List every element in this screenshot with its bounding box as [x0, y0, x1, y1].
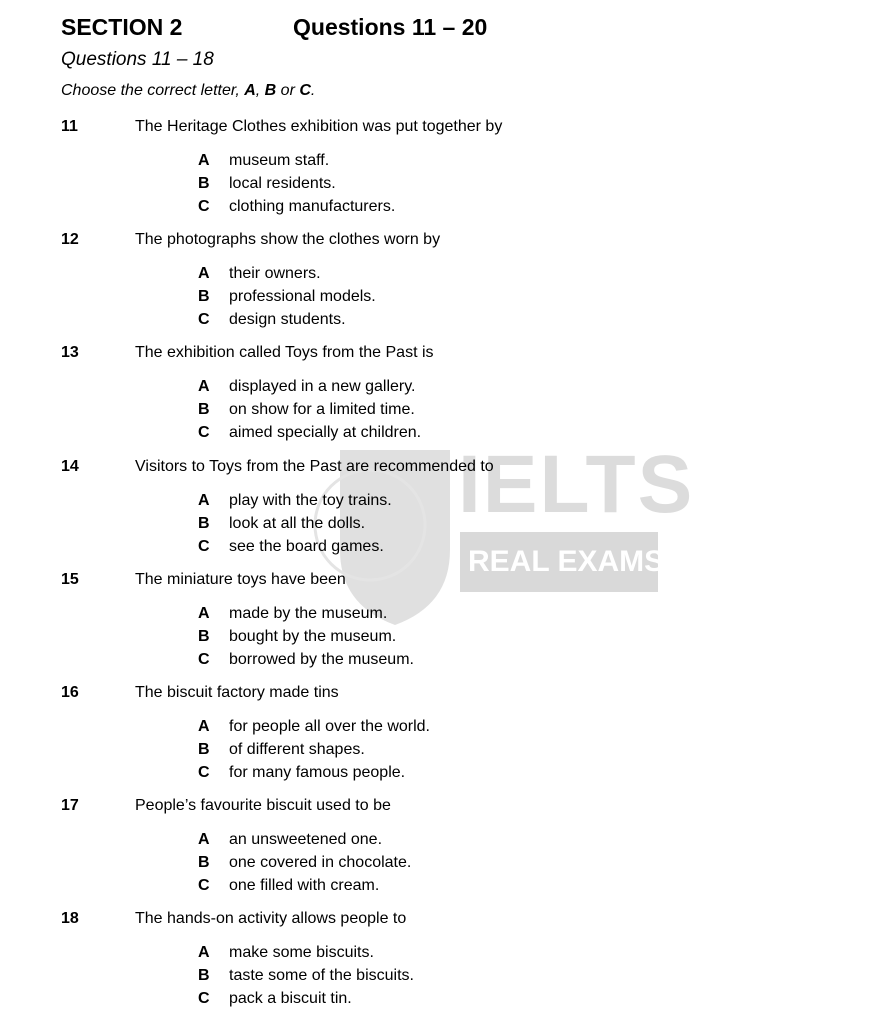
question-text: People’s favourite biscuit used to be [135, 797, 391, 815]
option-letter: A [198, 152, 210, 169]
question-number: 18 [61, 910, 79, 928]
question-text: The Heritage Clothes exhibition was put together by [135, 118, 503, 135]
option-letter: C [198, 424, 210, 442]
section-title: SECTION 2 [61, 14, 183, 40]
option-text: look at all the dolls. [229, 514, 366, 532]
option-text: for many famous people. [229, 764, 406, 781]
question-item [0, 231, 887, 341]
question-text: The miniature toys have been [135, 570, 346, 588]
option-letter: C [198, 650, 210, 668]
question-number: 11 [61, 118, 78, 135]
option-letter: B [198, 514, 210, 532]
question-item [0, 344, 887, 454]
question-item [0, 118, 887, 228]
instruction-part: or [276, 82, 300, 99]
question-item [0, 684, 887, 794]
question-item [0, 571, 887, 681]
option-text: make some biscuits. [229, 944, 374, 962]
question-number: 16 [61, 684, 79, 701]
option-letter: B [198, 741, 210, 758]
option-text: museum staff. [229, 152, 330, 169]
option-letter: C [198, 877, 210, 895]
option-text: borrowed by the museum. [229, 650, 414, 668]
option-text: bought by the museum. [229, 627, 397, 645]
option-text: displayed in a new gallery. [229, 378, 416, 396]
question-group-heading: Questions 11 – 18 [61, 49, 214, 70]
option-letter: A [198, 718, 210, 735]
option-letter: A [198, 604, 210, 622]
option-text: one covered in chocolate. [229, 854, 412, 872]
instruction-letter-b: B [264, 82, 277, 99]
instruction-part: . [310, 82, 316, 99]
option-text: on show for a limited time. [229, 401, 415, 419]
question-item [0, 458, 887, 568]
option-letter: A [198, 265, 210, 283]
question-number: 13 [61, 344, 79, 362]
option-text: their owners. [229, 265, 321, 283]
question-item [0, 910, 887, 1020]
instruction-text [61, 82, 315, 100]
option-text: made by the museum. [229, 604, 388, 622]
option-text: local residents. [229, 175, 336, 192]
option-text: see the board games. [229, 537, 384, 555]
option-letter: C [198, 764, 210, 781]
question-number: 12 [61, 231, 79, 249]
option-letter: B [198, 175, 210, 192]
option-letter: A [198, 944, 210, 962]
option-text: one filled with cream. [229, 877, 380, 895]
option-text: of different shapes. [229, 741, 365, 758]
option-letter: B [198, 967, 210, 985]
option-text: design students. [229, 311, 346, 329]
section-question-range: Questions 11 – 20 [293, 14, 488, 40]
option-letter: C [198, 537, 210, 555]
option-text: clothing manufacturers. [229, 198, 396, 215]
watermark-word: IELTS [458, 439, 695, 530]
question-number: 15 [61, 570, 79, 588]
instruction-part: Choose the correct letter, [61, 82, 245, 99]
option-letter: C [198, 198, 210, 215]
option-letter: B [198, 854, 210, 872]
option-letter: C [198, 990, 210, 1008]
instruction-part: , [255, 82, 265, 99]
option-letter: B [198, 627, 210, 645]
watermark-tagline: REAL EXAMS [468, 545, 665, 578]
option-text: aimed specially at children. [229, 424, 422, 442]
option-text: professional models. [229, 288, 376, 306]
question-number: 14 [61, 457, 79, 475]
option-text: taste some of the biscuits. [229, 967, 414, 985]
option-letter: A [198, 491, 210, 509]
question-text: The hands-on activity allows people to [135, 910, 407, 928]
option-letter: A [198, 378, 210, 396]
instruction-letter-c: C [299, 82, 311, 99]
option-text: for people all over the world. [229, 718, 430, 735]
instruction-letter-a: A [244, 82, 256, 99]
option-letter: B [198, 288, 210, 306]
option-letter: C [198, 311, 210, 329]
option-text: pack a biscuit tin. [229, 990, 352, 1008]
option-letter: A [198, 831, 210, 849]
question-item [0, 797, 887, 907]
question-text: The exhibition called Toys from the Past is [135, 344, 434, 362]
option-text: an unsweetened one. [229, 831, 383, 849]
question-text: The photographs show the clothes worn by [135, 231, 441, 249]
question-text: The biscuit factory made tins [135, 684, 339, 701]
option-text: play with the toy trains. [229, 491, 392, 509]
option-letter: B [198, 401, 210, 419]
question-number: 17 [61, 797, 79, 815]
question-text: Visitors to Toys from the Past are recommended to [135, 457, 494, 475]
